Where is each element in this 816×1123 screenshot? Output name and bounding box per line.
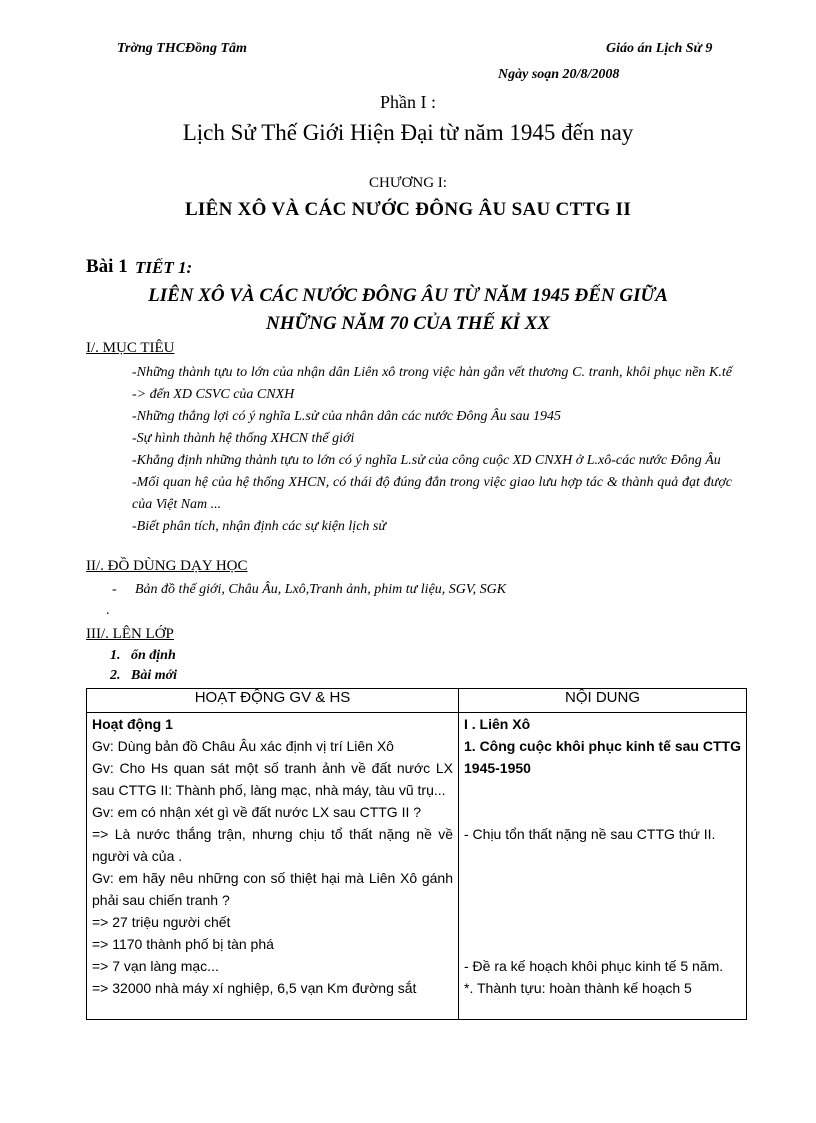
spacer [464, 845, 741, 955]
activity-line: Gv: em có nhận xét gì về đất nước LX sau CTTG II ? [92, 804, 422, 820]
table-row [87, 713, 747, 1020]
activity-line: => 1170 thành phố bị tàn phá [92, 936, 274, 952]
step-label: ổn định [131, 648, 176, 663]
objective-item: -Khẳng định những thành tựu to lớn có ý nghĩa L.sử của công cuộc XD CNXH ở L.xô-các nước Đông Âu [132, 453, 721, 468]
objective-item: -Mối quan hệ của hệ thống XHCN, có thái độ đúng đắn trong việc giao lưu hợp tác & thành quả đạt được của Việt Nam ... [132, 475, 732, 512]
chapter-title: LIÊN XÔ VÀ CÁC NƯỚC ĐÔNG ÂU SAU CTTG II [184, 199, 632, 220]
objective-item: -Những thắng lợi có ý nghĩa L.sử của nhân dân các nước Đông Âu sau 1945 [132, 409, 562, 424]
part-label: Phần I : [380, 92, 436, 112]
content-cell [459, 713, 747, 1020]
objective-item: -Những thành tựu to lớn của nhận dân Liên xô trong việc hàn gắn vết thương C. tranh, khôi phục nền K.tế -> đến XD CSVC của CNXH [132, 365, 732, 402]
table-header-row [87, 689, 747, 713]
step-number: 2. [110, 668, 121, 683]
content-point: *. Thành tựu: hoàn thành kế hoạch 5 [464, 980, 692, 996]
activity-line: Gv: Cho Hs quan sát một số tranh ảnh về đất nước LX sau CTTG II: Thành phố, làng mạc, nhà máy, tàu vũ trụ... [92, 760, 453, 798]
activities-cell [87, 713, 459, 1020]
activity-line: Gv: Dùng bản đồ Châu Âu xác định vị trí Liên Xô [92, 738, 394, 754]
objectives-heading: I/. MỤC TIÊU [86, 340, 175, 356]
school-name: Trờng THCĐồng Tâm [117, 41, 247, 56]
content-subsection: 1. Công cuộc khôi phục kinh tế sau CTTG 1945-1950 [464, 738, 741, 776]
activity-line: => 27 triệu người chết [92, 914, 231, 930]
spacer [464, 779, 741, 823]
lesson-title-line2: NHỮNG NĂM 70 CỦA THẾ KỈ XX [266, 313, 550, 334]
subject-label: Giáo án Lịch Sử 9 [606, 41, 713, 56]
lesson-title-line1: LIÊN XÔ VÀ CÁC NƯỚC ĐÔNG ÂU TỪ NĂM 1945 ĐẾN GIỮA [148, 285, 668, 306]
part-title: Lịch Sử Thế Giới Hiện Đại từ năm 1945 đến nay [182, 120, 634, 145]
step-label: Bài mới [131, 668, 178, 683]
materials-stray-mark: . [106, 603, 110, 618]
activity-line: => Là nước thắng trận, nhưng chịu tổ thất nặng nề về người và của . [92, 826, 453, 864]
content-section: I . Liên Xô [464, 716, 531, 732]
materials-heading: II/. ĐỒ DÙNG DẠY HỌC [86, 558, 248, 574]
lesson-period: TIẾT 1: [135, 258, 193, 277]
activity-line: => 7 vạn làng mạc... [92, 958, 219, 974]
header-activities: HOẠT ĐỘNG GV & HS [87, 689, 459, 713]
step-number: 1. [110, 648, 121, 663]
objective-item: -Biết phân tích, nhận định các sự kiện lịch sử [132, 519, 386, 534]
lesson-label: Bài 1 [86, 256, 128, 277]
objectives-list [132, 362, 732, 538]
header-content: NỘI DUNG [459, 689, 747, 713]
content-point: - Đề ra kế hoạch khôi phục kinh tế 5 năm. [464, 958, 724, 974]
objective-item: -Sự hình thành hệ thống XHCN thế giới [132, 431, 355, 446]
activity-line: => 32000 nhà máy xí nghiệp, 6,5 vạn Km đường sắt [92, 980, 417, 996]
activity-line: Gv: em hãy nêu những con số thiệt hại mà Liên Xô gánh phải sau chiến tranh ? [92, 870, 453, 908]
lesson-table [86, 688, 747, 1020]
content-point: - Chịu tổn thất nặng nề sau CTTG thứ II. [464, 826, 716, 842]
step-new-lesson [110, 668, 177, 684]
materials-bullet: - [112, 582, 117, 597]
prep-date: Ngày soạn 20/8/2008 [498, 67, 620, 82]
procedure-heading: III/. LÊN LỚP [86, 626, 174, 642]
chapter-label: CHƯƠNG I: [369, 175, 447, 191]
activity-title: Hoạt động 1 [92, 716, 173, 732]
step-stabilize [110, 648, 176, 664]
materials-item: Bản đồ thế giới, Châu Âu, Lxô,Tranh ảnh, phim tư liệu, SGV, SGK [135, 582, 507, 597]
